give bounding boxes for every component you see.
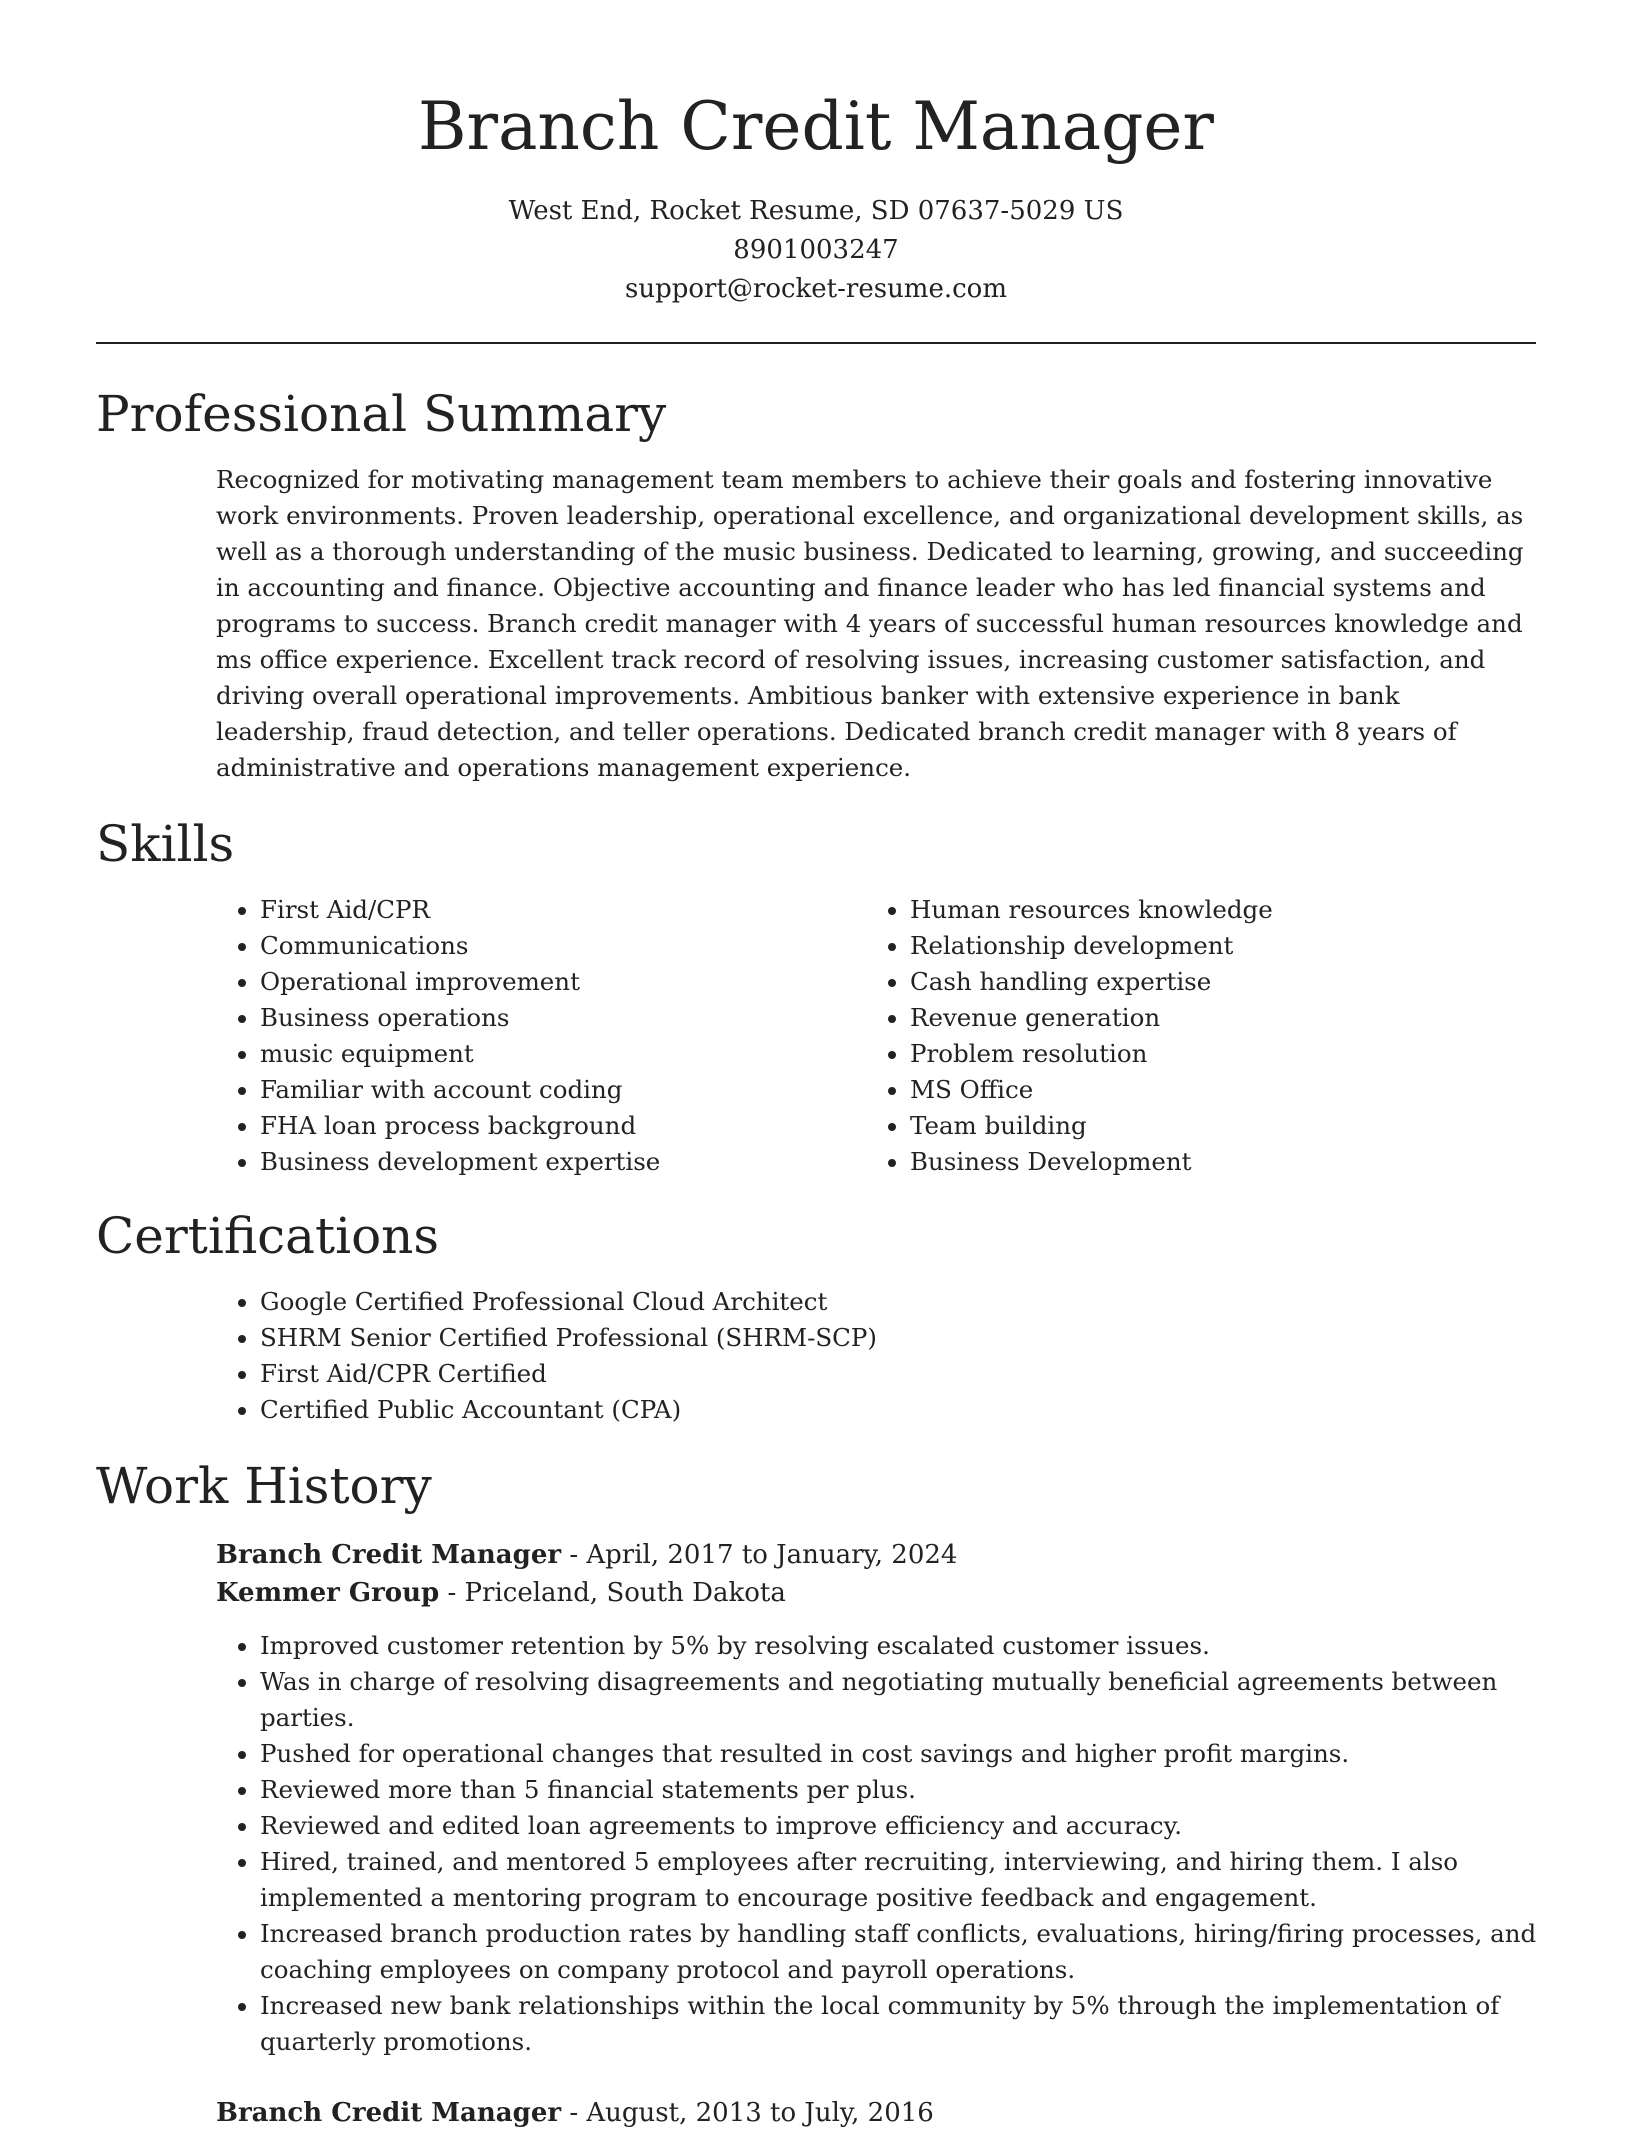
job-dates: - April, 2017 to January, 2024 xyxy=(561,1540,958,1570)
list-item: • music equipment xyxy=(260,1036,880,1072)
job-title-line xyxy=(216,1536,1536,1574)
section-title-skills: Skills xyxy=(96,815,235,873)
list-item: • Revenue generation xyxy=(910,1000,1570,1036)
list-item: • Was in charge of resolving disagreements and negotiating mutually beneficial agreements between parties. xyxy=(260,1664,1570,1736)
list-item: • Cash handling expertise xyxy=(910,964,1570,1000)
list-item: • Reviewed and edited loan agreements to improve efficiency and accuracy. xyxy=(260,1808,1570,1844)
list-item: • Google Certified Professional Cloud Architect xyxy=(260,1284,1560,1320)
list-item: • Hired, trained, and mentored 5 employees after recruiting, interviewing, and hiring them. I also implemented a mentoring program to encourage positive feedback and engagement. xyxy=(260,1844,1570,1916)
list-item: • Human resources knowledge xyxy=(910,892,1570,928)
list-item: • SHRM Senior Certified Professional (SHRM-SCP) xyxy=(260,1320,1560,1356)
summary-text: Recognized for motivating management team members to achieve their goals and fostering innovative work environments. Proven leadership, operational excellence, and organizational development skills, as well as a thorough understanding of the music business. Dedicated to learning, growing, and succeeding in accounting and finance. Objective accounting and finance leader who has led financial systems and programs to success. Branch credit manager with 4 years of successful human resources knowledge and ms office experience. Excellent track record of resolving issues, increasing customer satisfaction, and driving overall operational improvements. Ambitious banker with extensive experience in bank leadership, fraud detection, and teller operations. Dedicated branch credit manager with 8 years of administrative and operations management experience. xyxy=(216,465,1524,782)
contact-phone: 8901003247 xyxy=(733,235,899,265)
skills-list-left xyxy=(216,892,880,1180)
header-divider xyxy=(96,342,1536,344)
certifications-list xyxy=(216,1284,1560,1428)
list-item: • First Aid/CPR Certified xyxy=(260,1356,1560,1392)
list-item: • Business operations xyxy=(260,1000,880,1036)
list-item: • Certified Public Accountant (CPA) xyxy=(260,1392,1560,1428)
list-item: • Pushed for operational changes that resulted in cost savings and higher profit margins. xyxy=(260,1736,1570,1772)
job-dates: - August, 2013 to July, 2016 xyxy=(561,2098,934,2128)
list-item: • Business development expertise xyxy=(260,1144,880,1180)
job-role: Branch Credit Manager xyxy=(216,1540,562,1570)
list-item: • Familiar with account coding xyxy=(260,1072,880,1108)
job-role: Branch Credit Manager xyxy=(216,2098,562,2128)
list-item: • Problem resolution xyxy=(910,1036,1570,1072)
list-item: • Business Development xyxy=(910,1144,1570,1180)
job-bullets xyxy=(216,1628,1570,2060)
list-item: • First Aid/CPR xyxy=(260,892,880,928)
list-item: • Communications xyxy=(260,928,880,964)
contact-email: support@rocket-resume.com xyxy=(624,274,1007,304)
job-header xyxy=(216,1536,1536,1612)
list-item: • MS Office xyxy=(910,1072,1570,1108)
skills-list-right xyxy=(866,892,1570,1180)
list-item: • Improved customer retention by 5% by resolving escalated customer issues. xyxy=(260,1628,1570,1664)
list-item: • Relationship development xyxy=(910,928,1570,964)
list-item: • Increased new bank relationships within the local community by 5% through the implementation of quarterly promotions. xyxy=(260,1988,1570,2060)
list-item: • Team building xyxy=(910,1108,1570,1144)
job-company-line xyxy=(216,1574,1536,1612)
contact-address: West End, Rocket Resume, SD 07637-5029 US xyxy=(508,196,1124,226)
candidate-name: Branch Credit Manager xyxy=(418,88,1214,165)
section-title-work-history: Work History xyxy=(96,1457,432,1515)
section-title-certifications: Certifications xyxy=(96,1207,440,1265)
job-location: - Priceland, South Dakota xyxy=(439,1578,786,1608)
list-item: • FHA loan process background xyxy=(260,1108,880,1144)
job-company: Kemmer Group xyxy=(216,1578,440,1608)
list-item: • Increased branch production rates by handling staff conflicts, evaluations, hiring/firing processes, and coaching employees on company protocol and payroll operations. xyxy=(260,1916,1570,1988)
job-header-2 xyxy=(216,2094,1536,2132)
list-item: • Reviewed more than 5 financial statements per plus. xyxy=(260,1772,1570,1808)
resume-header xyxy=(96,82,1536,309)
list-item: • Operational improvement xyxy=(260,964,880,1000)
section-title-summary: Professional Summary xyxy=(96,385,667,443)
